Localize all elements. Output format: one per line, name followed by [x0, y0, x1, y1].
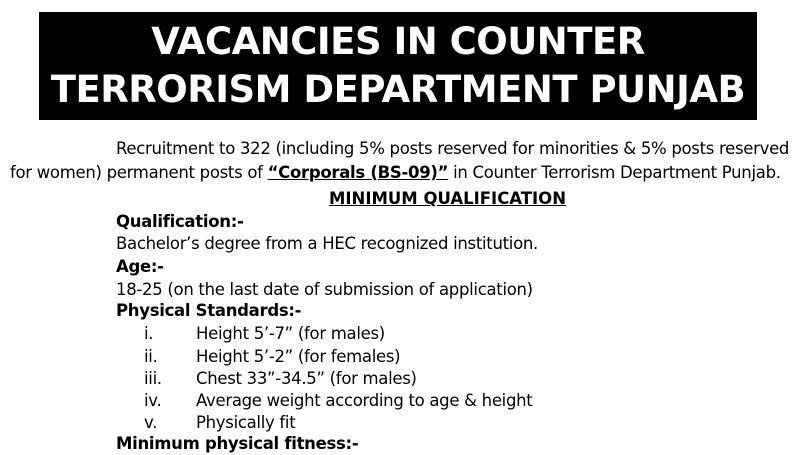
- list-item: Height 5’-7” (for males): [196, 324, 385, 343]
- list-item-number: iv.: [144, 391, 162, 410]
- age-heading: Age:-: [116, 257, 164, 276]
- intro-line-1: Recruitment to 322 (including 5% posts reserved for minorities & 5% posts reserved: [116, 139, 790, 158]
- list-item: Average weight according to age & height: [196, 391, 533, 410]
- intro-line-2-post: in Counter Terrorism Department Punjab.: [448, 163, 781, 182]
- physical-fitness-heading: Minimum physical fitness:-: [116, 434, 359, 453]
- title-banner: [39, 12, 757, 120]
- list-item: Physically fit: [196, 413, 296, 432]
- physical-standards-heading: Physical Standards:-: [116, 301, 302, 320]
- list-item-number: iii.: [144, 369, 162, 388]
- list-item-number: ii.: [144, 347, 158, 366]
- title-line-1: VACANCIES IN COUNTER: [151, 20, 645, 63]
- age-text: 18-25 (on the last date of submission of application): [116, 280, 533, 299]
- list-item-number: v.: [144, 413, 158, 432]
- intro-line-2: [10, 161, 781, 185]
- intro-line-2-pre: for women) permanent posts of: [10, 163, 268, 182]
- post-name: “Corporals (BS-09)”: [267, 163, 449, 182]
- title-line-2: TERRORISM DEPARTMENT PUNJAB: [50, 68, 746, 111]
- qualification-heading: Qualification:-: [116, 212, 244, 231]
- list-item: Height 5’-2” (for females): [196, 347, 401, 366]
- list-item-number: i.: [144, 324, 154, 343]
- qualification-text: Bachelor’s degree from a HEC recognized institution.: [116, 234, 538, 253]
- list-item: Chest 33”-34.5” (for males): [196, 369, 417, 388]
- min-qualification-heading: MINIMUM QUALIFICATION: [328, 189, 567, 208]
